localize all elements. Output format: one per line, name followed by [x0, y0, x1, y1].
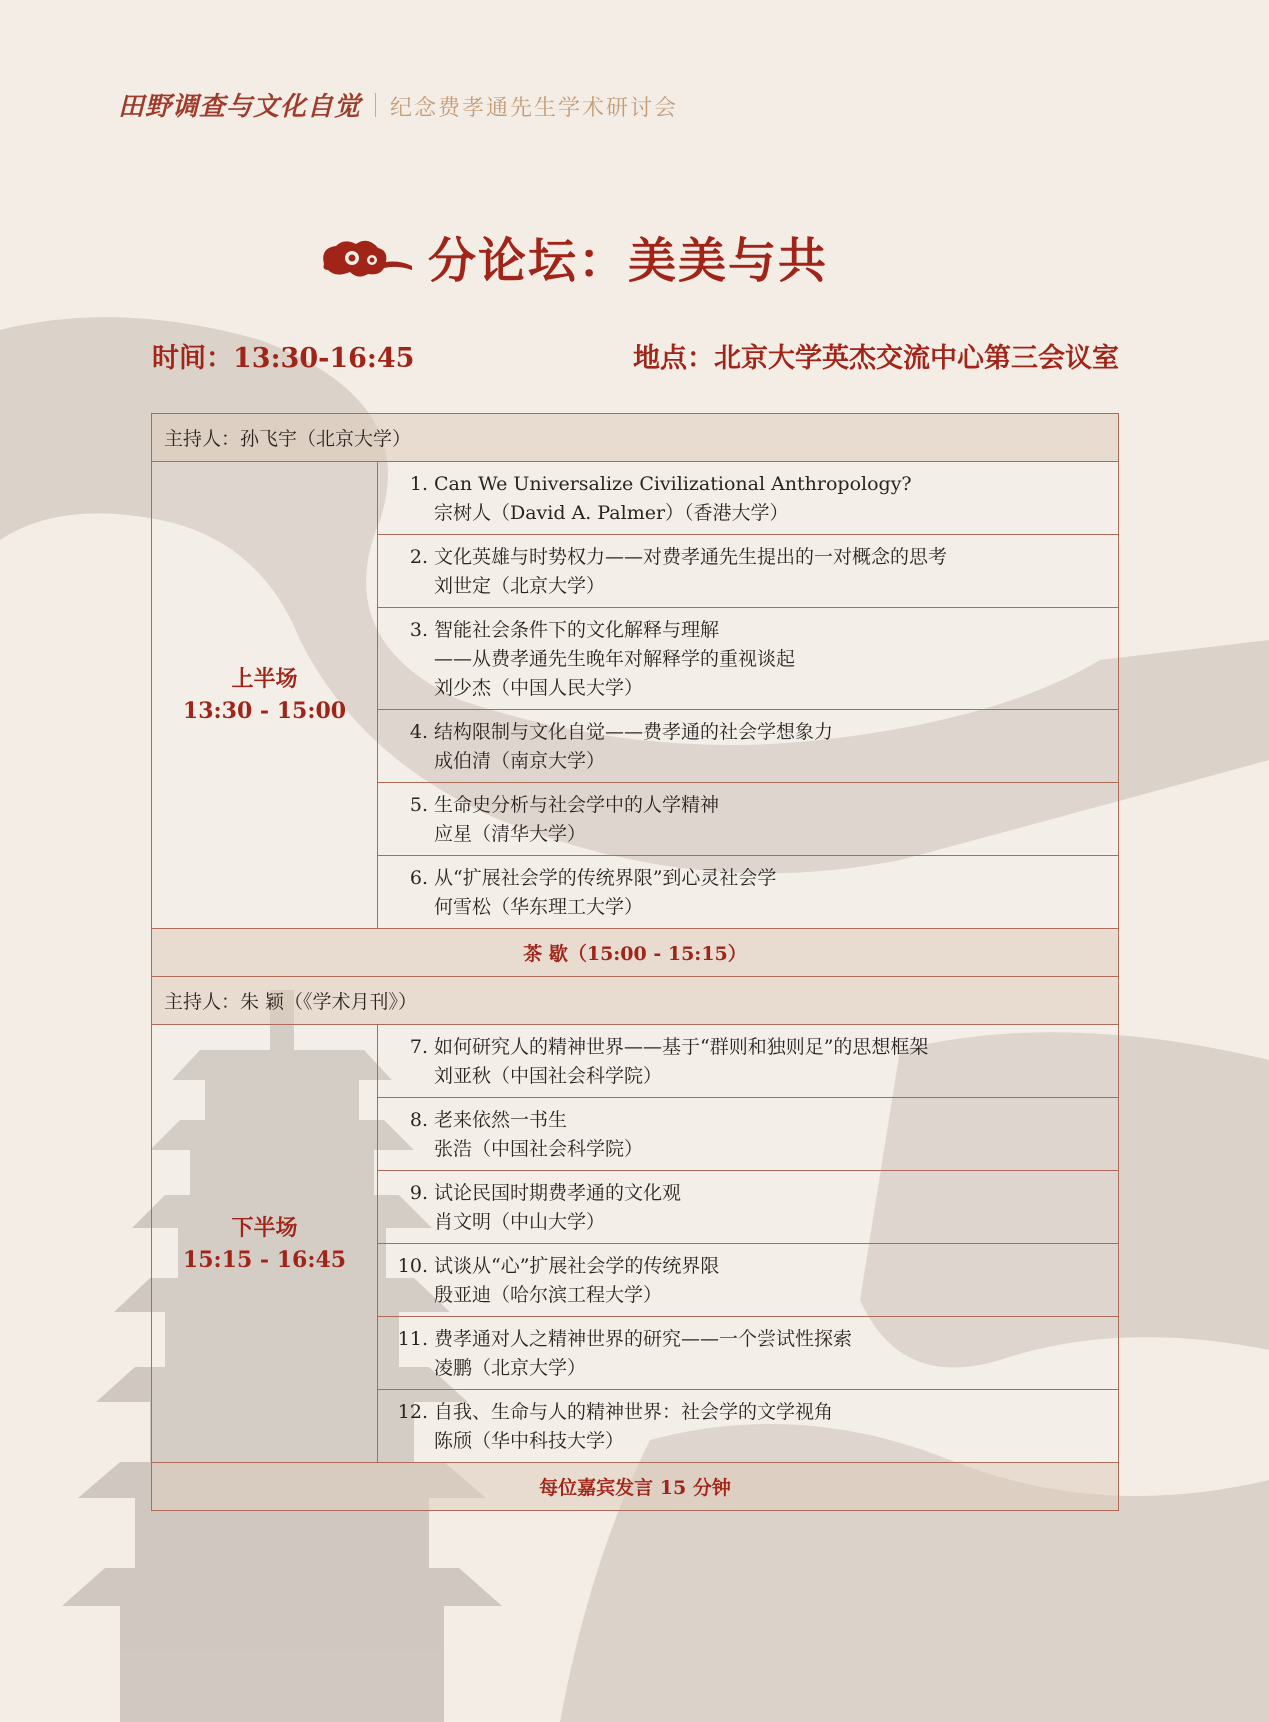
- talk-item: [378, 1171, 1119, 1244]
- talk-number: 7.: [409, 1036, 428, 1058]
- talk-item: [378, 856, 1119, 929]
- talk-number: 11.: [397, 1328, 428, 1350]
- session-name: 上半场: [231, 666, 298, 692]
- table-row: [152, 1025, 1119, 1098]
- host-cell: 主持人：朱 颖（《学术月刊》）: [152, 977, 1119, 1025]
- host-row: [152, 977, 1119, 1025]
- talk-title: 生命史分析与社会学中的人学精神: [434, 794, 720, 816]
- conference-subtitle: 纪念费孝通先生学术研讨会: [390, 96, 679, 121]
- talk-speaker: 肖文明（中山大学）: [434, 1211, 606, 1233]
- session-name: 下半场: [231, 1214, 298, 1241]
- session-cell: [152, 1025, 378, 1463]
- talk-speaker: 成伯清（南京大学）: [434, 750, 606, 772]
- talk-item: [378, 1098, 1119, 1171]
- talk-speaker: 陈颀（华中科技大学）: [434, 1430, 625, 1452]
- venue-info: 地点：北京大学英杰交流中心第三会议室: [633, 343, 1119, 374]
- title-block: [318, 222, 828, 291]
- talk-number: 8.: [409, 1109, 428, 1131]
- header: [118, 86, 678, 123]
- host-row: [152, 414, 1119, 462]
- talk-title: 智能社会条件下的文化解释与理解: [434, 619, 720, 641]
- talk-title: Can We Universalize Civilizational Anthropology?: [434, 473, 912, 495]
- talk-title: 文化英雄与时势权力——对费孝通先生提出的一对概念的思考: [434, 546, 948, 568]
- talk-title: 如何研究人的精神世界——基于“群则和独则足”的思想框架: [434, 1036, 929, 1058]
- talk-speaker: 凌鹏（北京大学）: [434, 1357, 587, 1379]
- footer-row: [152, 1463, 1119, 1511]
- talk-number: 10.: [397, 1255, 428, 1277]
- talk-number: 4.: [409, 721, 428, 743]
- talk-item: [378, 535, 1119, 608]
- brand-logo-text: 田野调查与文化自觉: [118, 92, 362, 122]
- talk-number: 3.: [409, 619, 428, 641]
- time-info: 时间：13:30-16:45: [152, 343, 415, 374]
- talk-item: [378, 1317, 1119, 1390]
- talk-speaker: 应星（清华大学）: [434, 823, 587, 845]
- talk-speaker: 刘少杰（中国人民大学）: [434, 677, 644, 699]
- talk-title: 老来依然一书生: [434, 1109, 568, 1131]
- talk-number: 12.: [397, 1401, 428, 1423]
- session-time: 13:30 - 15:00: [182, 698, 347, 724]
- session-time: 15:15 - 16:45: [182, 1246, 347, 1273]
- table-row: [152, 462, 1119, 535]
- header-divider: [375, 93, 376, 117]
- talk-title: 结构限制与文化自觉——费孝通的社会学想象力: [434, 721, 834, 743]
- talk-speaker: 张浩（中国社会科学院）: [434, 1138, 644, 1160]
- talk-speaker: 刘世定（北京大学）: [434, 575, 606, 597]
- talk-item: [378, 608, 1119, 710]
- page-title: 分论坛：美美与共: [428, 233, 829, 289]
- talk-title: 费孝通对人之精神世界的研究——一个尝试性探索: [434, 1328, 853, 1350]
- talk-number: 1.: [409, 473, 428, 495]
- talk-item: [378, 783, 1119, 856]
- talk-title: 试论民国时期费孝通的文化观: [434, 1182, 682, 1204]
- talk-title: 自我、生命与人的精神世界：社会学的文学视角: [434, 1401, 834, 1423]
- tea-break-row: [152, 929, 1119, 977]
- footer-note: 每位嘉宾发言 15 分钟: [152, 1463, 1119, 1511]
- tea-break: 茶 歇（15:00 - 15:15）: [152, 929, 1119, 977]
- talk-item: [378, 1025, 1119, 1098]
- talk-item: [378, 1244, 1119, 1317]
- talk-item: [378, 710, 1119, 783]
- talk-speaker: 何雪松（华东理工大学）: [434, 896, 644, 918]
- talk-item: [378, 1390, 1119, 1463]
- talk-number: 9.: [409, 1182, 428, 1204]
- host-cell: 主持人：孙飞宇（北京大学）: [152, 414, 1119, 462]
- session-cell: [152, 462, 378, 929]
- talk-speaker: 宗树人（David A. Palmer）（香港大学）: [434, 502, 789, 524]
- talk-subtitle: ——从费孝通先生晚年对解释学的重视谈起: [434, 648, 796, 670]
- talk-speaker: 刘亚秋（中国社会科学院）: [434, 1065, 663, 1087]
- talk-number: 6.: [409, 867, 428, 889]
- talk-item: [378, 462, 1119, 535]
- talk-number: 5.: [409, 794, 428, 816]
- talk-title: 从“扩展社会学的传统界限”到心灵社会学: [434, 867, 777, 889]
- talk-speaker: 殷亚迪（哈尔滨工程大学）: [434, 1284, 663, 1306]
- talk-title: 试谈从“心”扩展社会学的传统界限: [434, 1255, 720, 1277]
- schedule-table: [151, 413, 1119, 1511]
- auspicious-cloud-icon: [318, 234, 414, 280]
- talk-number: 2.: [409, 546, 428, 568]
